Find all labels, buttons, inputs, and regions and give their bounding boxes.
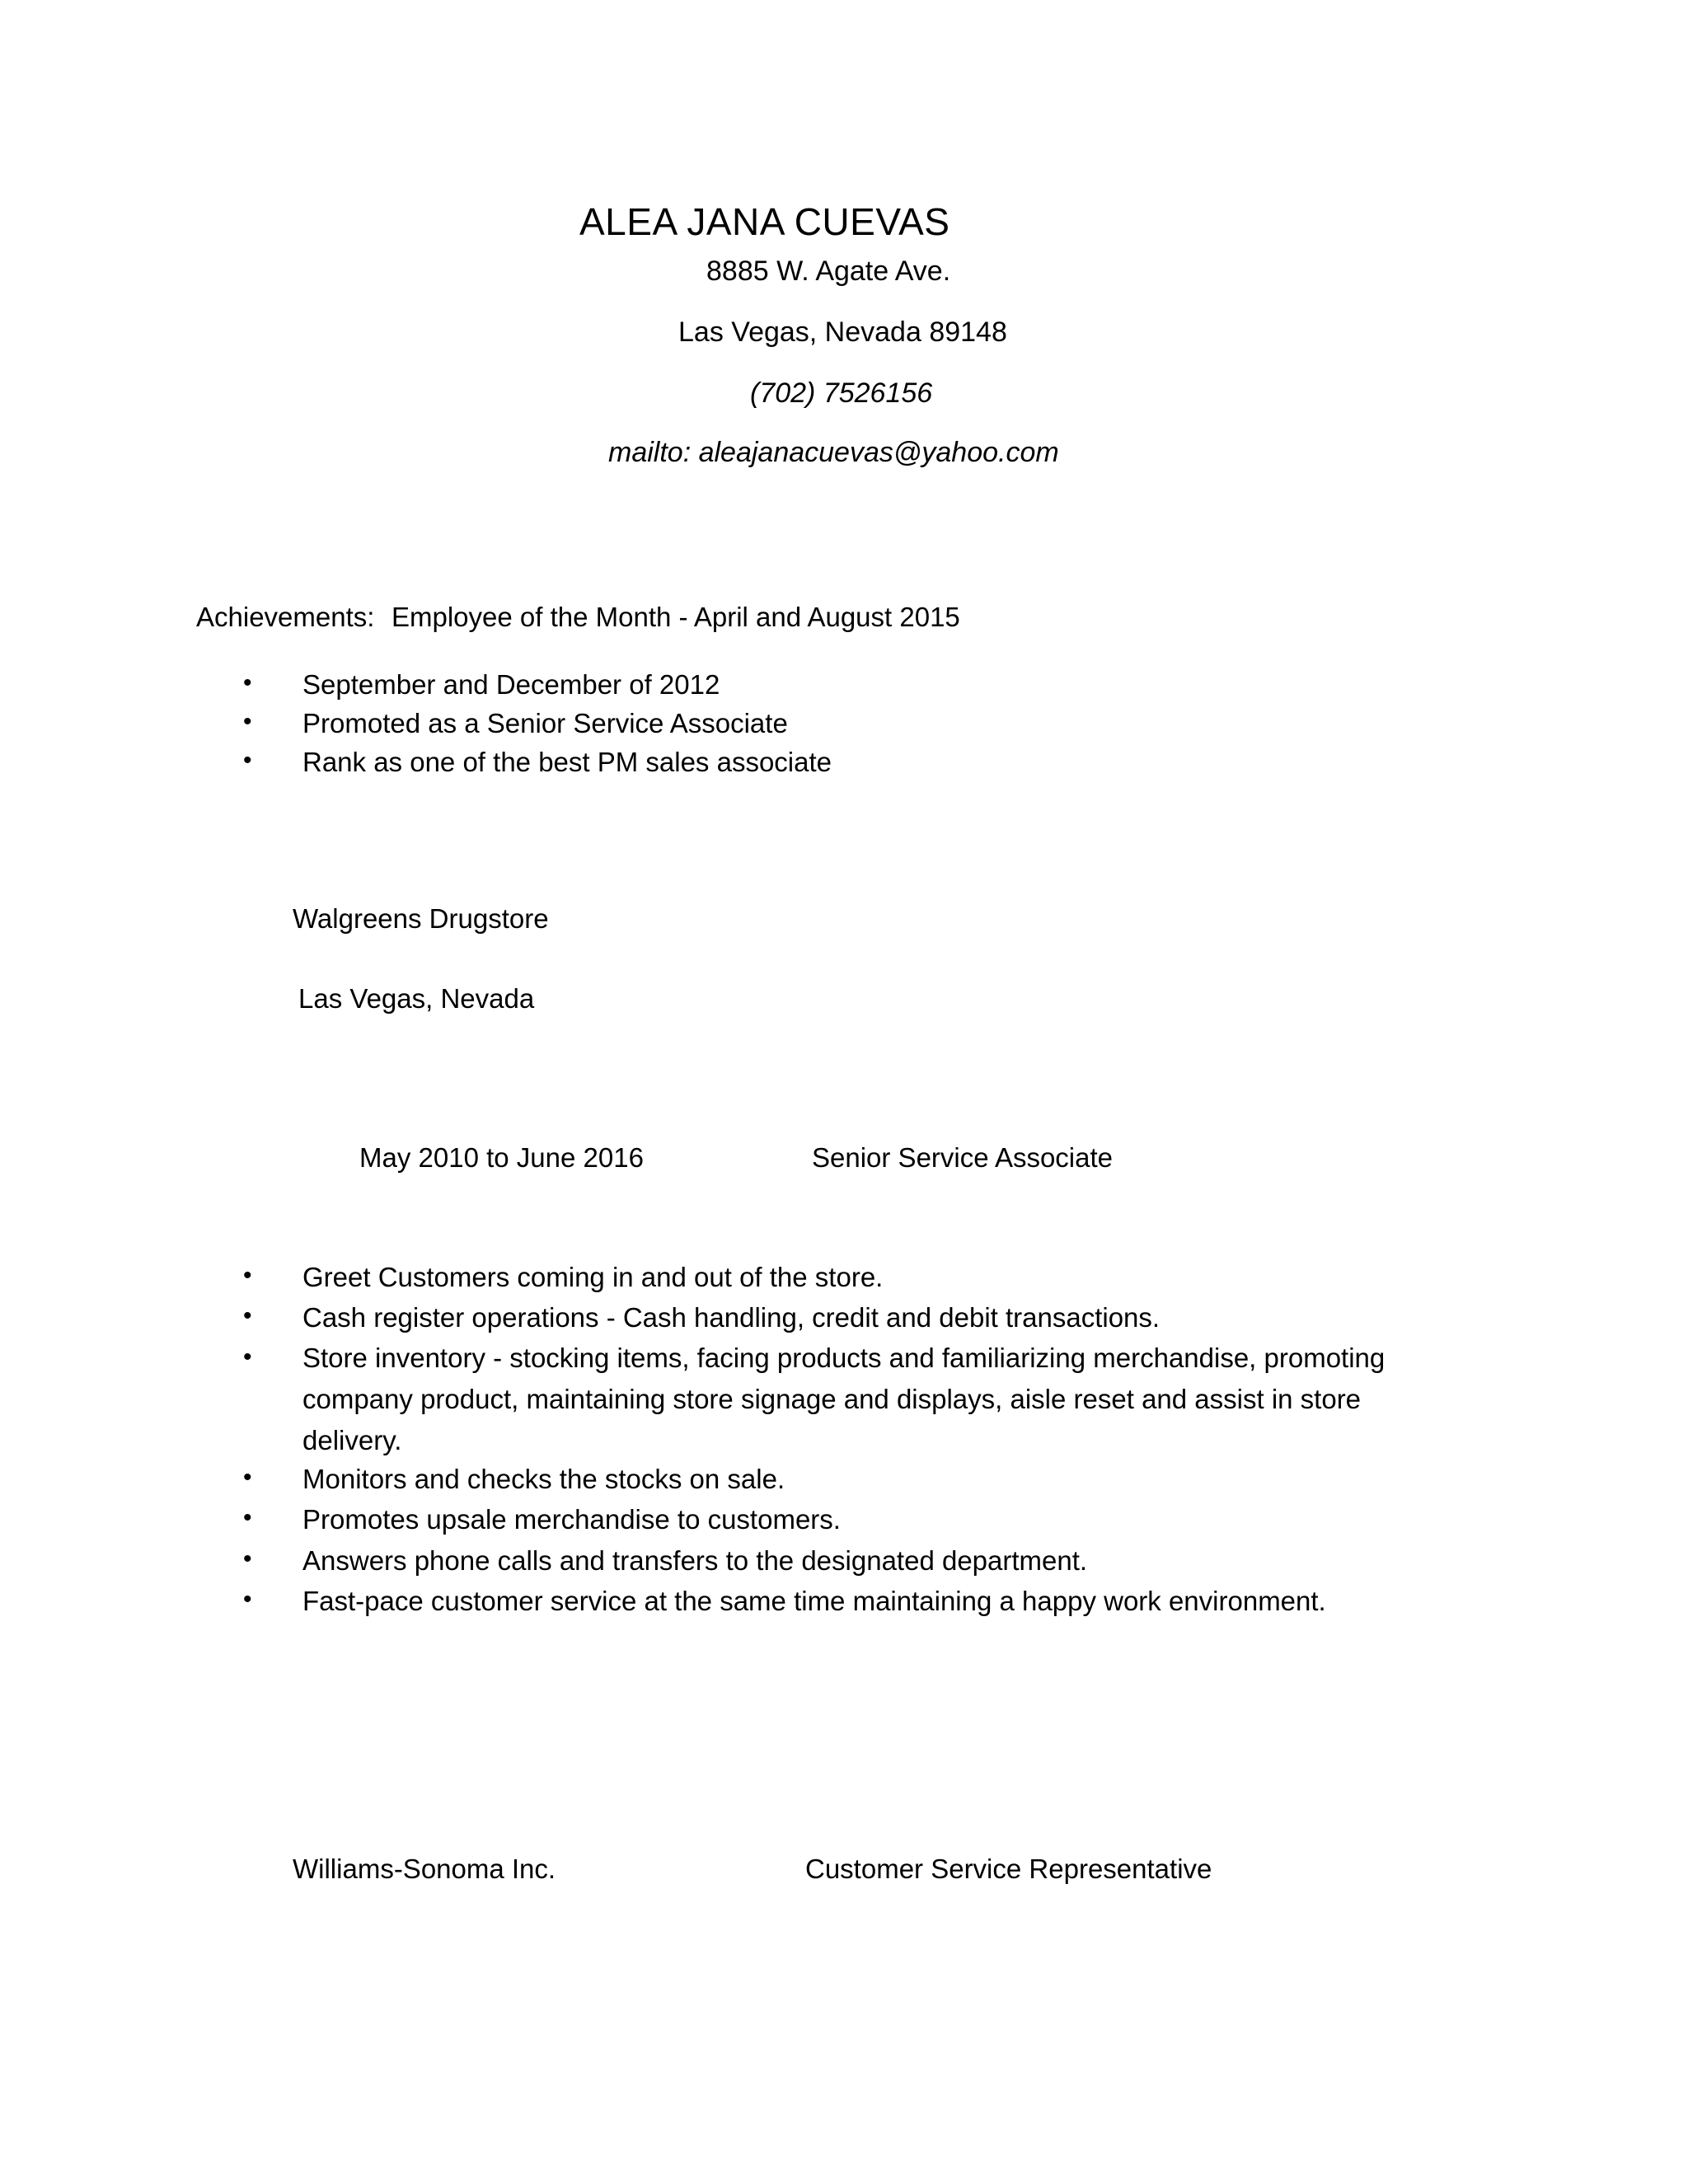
email-link[interactable]: mailto: aleajanacuevas@yahoo.com bbox=[608, 437, 1059, 468]
list-item bbox=[0, 671, 1688, 710]
bullet-icon: • bbox=[243, 1262, 252, 1289]
bullet-icon: • bbox=[243, 1464, 252, 1491]
address-line-1: 8885 W. Agate Ave. bbox=[706, 255, 951, 287]
list-item bbox=[0, 1263, 1688, 1303]
employment-dates: May 2010 to June 2016 bbox=[359, 1142, 644, 1173]
duty-item: Promotes upsale merchandise to customers. bbox=[302, 1504, 841, 1535]
achievement-item: Promoted as a Senior Service Associate bbox=[302, 708, 788, 738]
bullet-icon: • bbox=[243, 1504, 252, 1531]
job-title: Senior Service Associate bbox=[812, 1142, 1114, 1173]
bullet-icon: • bbox=[243, 1302, 252, 1329]
employer-name: Walgreens Drugstore bbox=[293, 903, 549, 934]
list-item bbox=[0, 1547, 1688, 1586]
job-title: Customer Service Representative bbox=[805, 1854, 1212, 1884]
bullet-icon: • bbox=[243, 1343, 252, 1371]
achievement-item: September and December of 2012 bbox=[302, 669, 720, 700]
bullet-icon: • bbox=[243, 708, 252, 735]
list-item bbox=[0, 1345, 1688, 1469]
achievements-label: Achievements: bbox=[196, 602, 375, 632]
list-item bbox=[0, 1587, 1688, 1627]
resume-name: ALEA JANA CUEVAS bbox=[579, 200, 950, 243]
duty-item: Fast-pace customer service at the same time maintaining a happy work environment. bbox=[302, 1586, 1326, 1616]
duty-item: Monitors and checks the stocks on sale. bbox=[302, 1464, 785, 1494]
address-line-2: Las Vegas, Nevada 89148 bbox=[678, 316, 1007, 348]
employer-location: Las Vegas, Nevada bbox=[298, 983, 535, 1014]
achievement-first: Employee of the Month - April and August 2015 bbox=[392, 602, 960, 632]
list-item bbox=[0, 1465, 1688, 1505]
duty-item: Answers phone calls and transfers to the designated department. bbox=[302, 1545, 1088, 1576]
bullet-icon: • bbox=[243, 669, 252, 696]
achievement-item: Rank as one of the best PM sales associate bbox=[302, 747, 832, 777]
employer-name: Williams-Sonoma Inc. bbox=[293, 1854, 556, 1884]
bullet-icon: • bbox=[243, 1586, 252, 1613]
duty-item: Store inventory - stocking items, facing products and familiarizing merchandise, promoting company product, maintaining store signage and displays, aisle reset and assist in store delivery. bbox=[302, 1343, 1386, 1455]
list-item bbox=[0, 710, 1688, 749]
list-item bbox=[0, 748, 1688, 788]
duty-item: Greet Customers coming in and out of the store. bbox=[302, 1262, 884, 1292]
phone-number: (702) 7526156 bbox=[750, 377, 933, 409]
bullet-icon: • bbox=[243, 1545, 252, 1572]
duty-item: Cash register operations - Cash handling, credit and debit transactions. bbox=[302, 1302, 1160, 1333]
bullet-icon: • bbox=[243, 747, 252, 774]
list-item bbox=[0, 1506, 1688, 1545]
